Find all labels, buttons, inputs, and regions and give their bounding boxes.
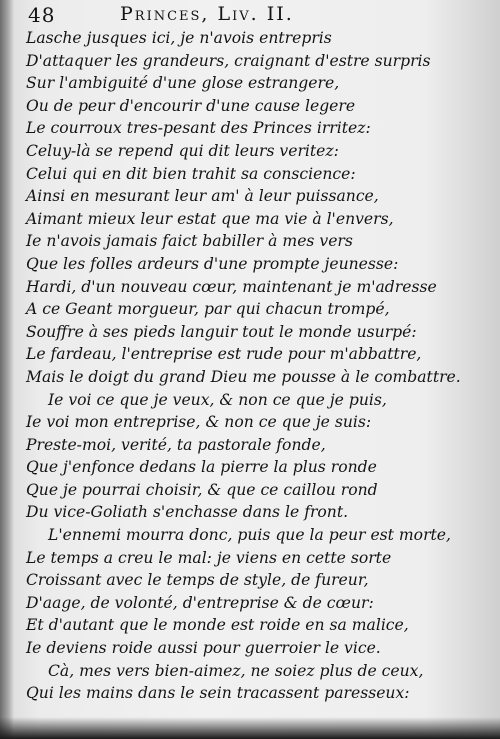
verse-line: Ainsi en mesurant leur am' à leur puissance, [26,187,379,206]
page-gutter-shadow [0,0,14,739]
verse-line: Aimant mieux leur estat que ma vie à l'envers, [26,209,394,228]
verse-line: Qui les mains dans le sein tracassent paresseux: [26,684,410,703]
running-head: Princes, Liv. II. [120,3,294,25]
verse-line: Preste-moi, verité, ta pastorale fonde, [26,435,326,454]
verse-line: Du vice-Goliath s'enchasse dans le front. [26,503,349,522]
page-bottom-shadow [0,717,500,739]
verse-line: Hardi, d'un nouveau cœur, maintenant je m'adresse [26,277,437,296]
verse-line: Sur l'ambiguité d'une glose estrangere, [26,74,340,93]
verse-line: Ie n'avois jamais faict babiller à mes vers [26,232,353,251]
verse-line: Ie voi mon entreprise, & non ce que je suis: [26,413,372,432]
verse-line: Ou de peur d'encourir d'une cause legere [26,96,356,115]
verse-line: Ie deviens roide aussi pour guerroier le vice. [26,639,381,658]
verse-line: Mais le doigt du grand Dieu me pousse à le combattre. [26,367,461,386]
verse-line: Et d'autant que le monde est roide en sa malice, [26,616,409,635]
verse-line: Le fardeau, l'entreprise est rude pour m'abbattre, [26,345,422,364]
page-header [28,3,468,27]
verse-line: Que les folles ardeurs d'une prompte jeunesse: [26,254,399,273]
verse-line: D'aage, de volonté, d'entreprise & de cœur: [26,593,374,612]
verse-line: A ce Geant morgueur, par qui chacun trompé, [26,300,390,319]
verse-line: Souffre à ses pieds languir tout le monde usurpé: [26,322,417,341]
verse-line: Cà, mes vers bien-aimez, ne soiez plus de ceux, [48,661,424,680]
verse-line: Ie voi ce que je veux, & non ce que je puis, [48,390,387,409]
verse-body [26,27,466,705]
verse-line: Que je pourrai choisir, & que ce caillou rond [26,480,378,499]
verse-line: Croissant avec le temps de style, de fureur, [26,571,369,590]
page-number: 48 [28,3,56,27]
verse-line: D'attaquer les grandeurs, craignant d'estre surpris [26,51,431,70]
verse-line: Lasche jusques ici, je n'avois entrepris [26,29,332,47]
verse-line: Celui qui en dit bien trahit sa conscience: [26,164,356,183]
verse-line: Que j'enfonce dedans la pierre la plus ronde [26,458,377,477]
verse-line: L'ennemi mourra donc, puis que la peur est morte, [48,526,451,545]
verse-line: Le temps a creu le mal: je viens en cette sorte [26,548,392,567]
verse-line: Le courroux tres-pesant des Princes irritez: [26,119,371,138]
verse-line: Celuy-là se repend qui dit leurs veritez: [26,141,339,160]
